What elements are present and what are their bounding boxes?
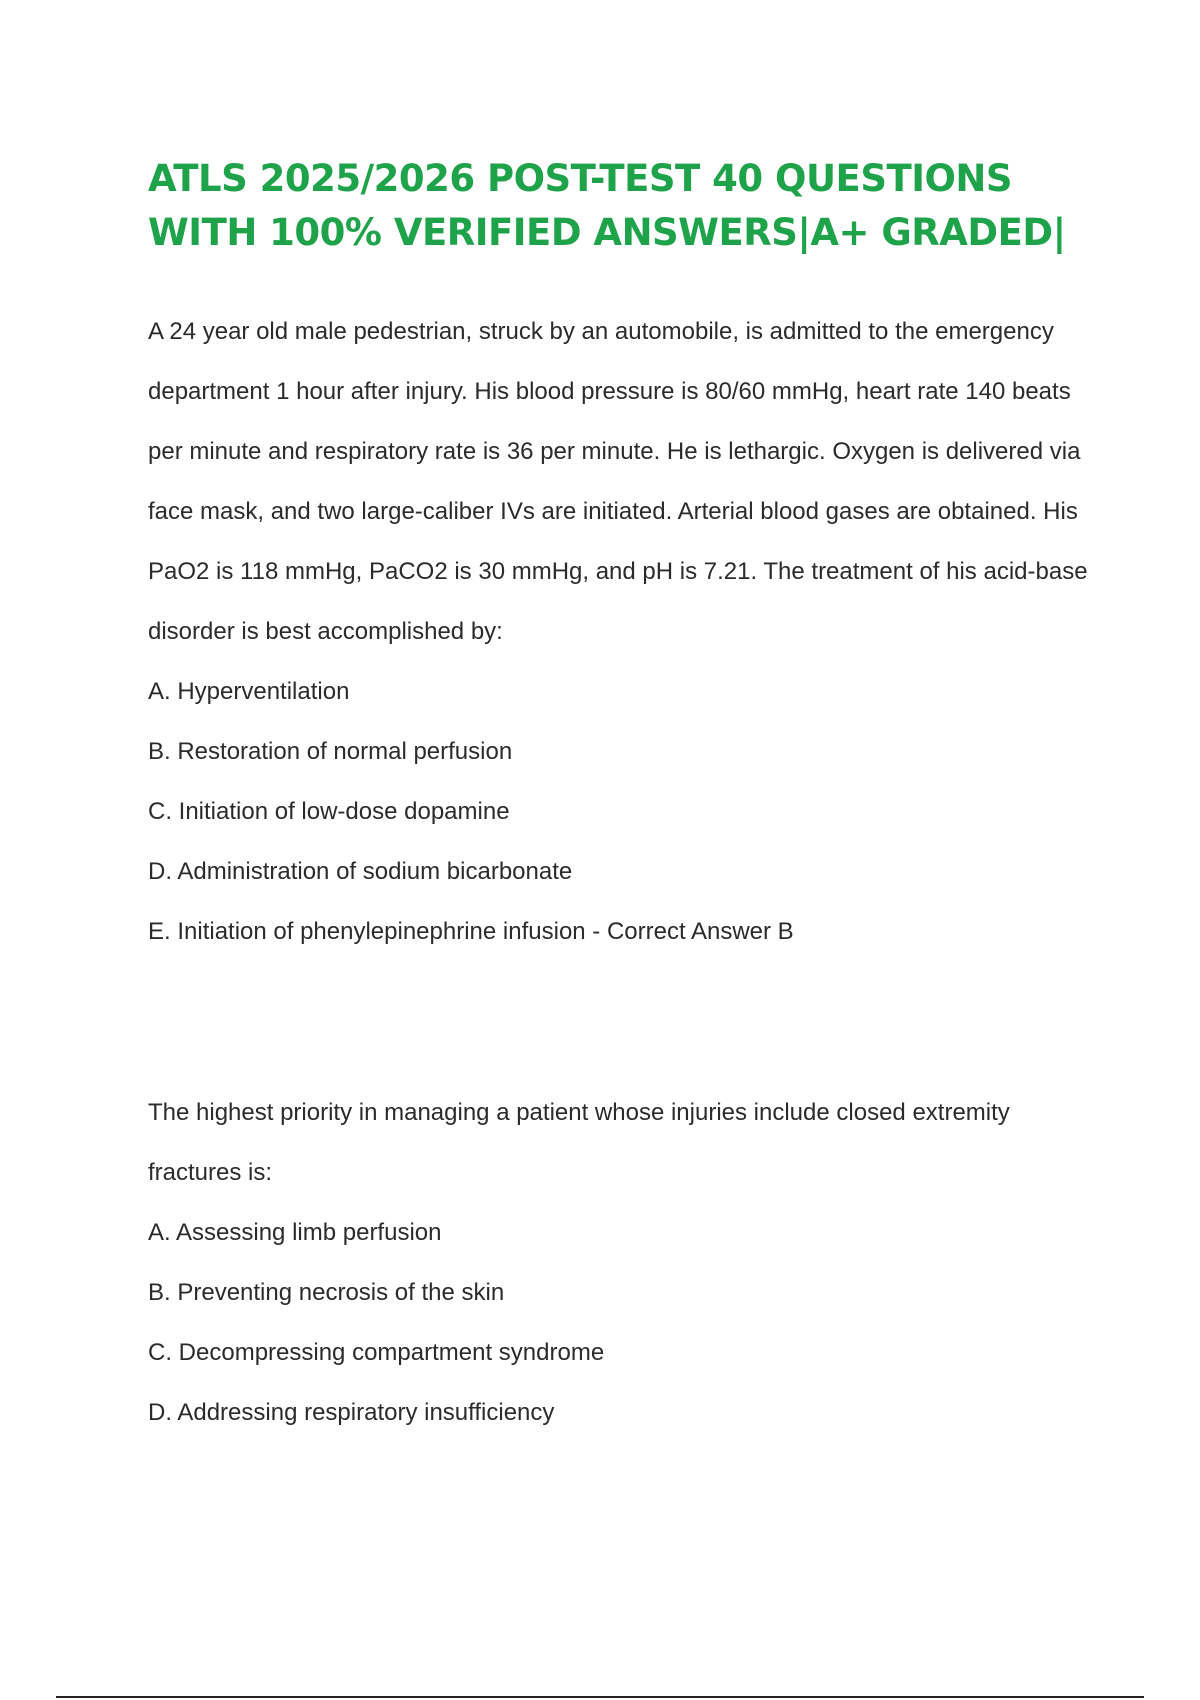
question-stem: The highest priority in managing a patient whose injuries include closed extremity fractures is: bbox=[148, 1099, 1010, 1186]
option-e: E. Initiation of phenylepinephrine infusion - Correct Answer B bbox=[148, 918, 794, 945]
option-a: A. Hyperventilation bbox=[148, 678, 350, 705]
option-d: D. Addressing respiratory insufficiency bbox=[148, 1399, 555, 1426]
option-d: D. Administration of sodium bicarbonate bbox=[148, 858, 573, 885]
question-1 bbox=[148, 302, 1108, 962]
option-b: B. Preventing necrosis of the skin bbox=[148, 1279, 505, 1306]
page-bottom-divider bbox=[56, 1696, 1144, 1698]
question-stem: A 24 year old male pedestrian, struck by an automobile, is admitted to the emergency department 1 hour after injury. His blood pressure is 80/60 mmHg, heart rate 140 beats per minute and respiratory rate is 36 per minute. He is lethargic. Oxygen is delivered via face mask, and two large-caliber IVs are initiated. Arterial blood gases are obtained. His PaO2 is 118 mmHg, PaCO2 is 30 mmHg, and pH is 7.21. The treatment of his acid-base disorder is best accomplished by: bbox=[148, 318, 1088, 645]
document-title: ATLS 2025/2026 POST-TEST 40 QUESTIONS WITH 100% VERIFIED ANSWERS|A+ GRADED| bbox=[148, 157, 1066, 254]
option-b: B. Restoration of normal perfusion bbox=[148, 738, 513, 765]
option-a: A. Assessing limb perfusion bbox=[148, 1219, 442, 1246]
answer-options bbox=[148, 1203, 1108, 1443]
option-c: C. Decompressing compartment syndrome bbox=[148, 1339, 605, 1366]
question-2 bbox=[148, 1083, 1108, 1443]
answer-options bbox=[148, 662, 1108, 962]
option-c: C. Initiation of low-dose dopamine bbox=[148, 798, 510, 825]
